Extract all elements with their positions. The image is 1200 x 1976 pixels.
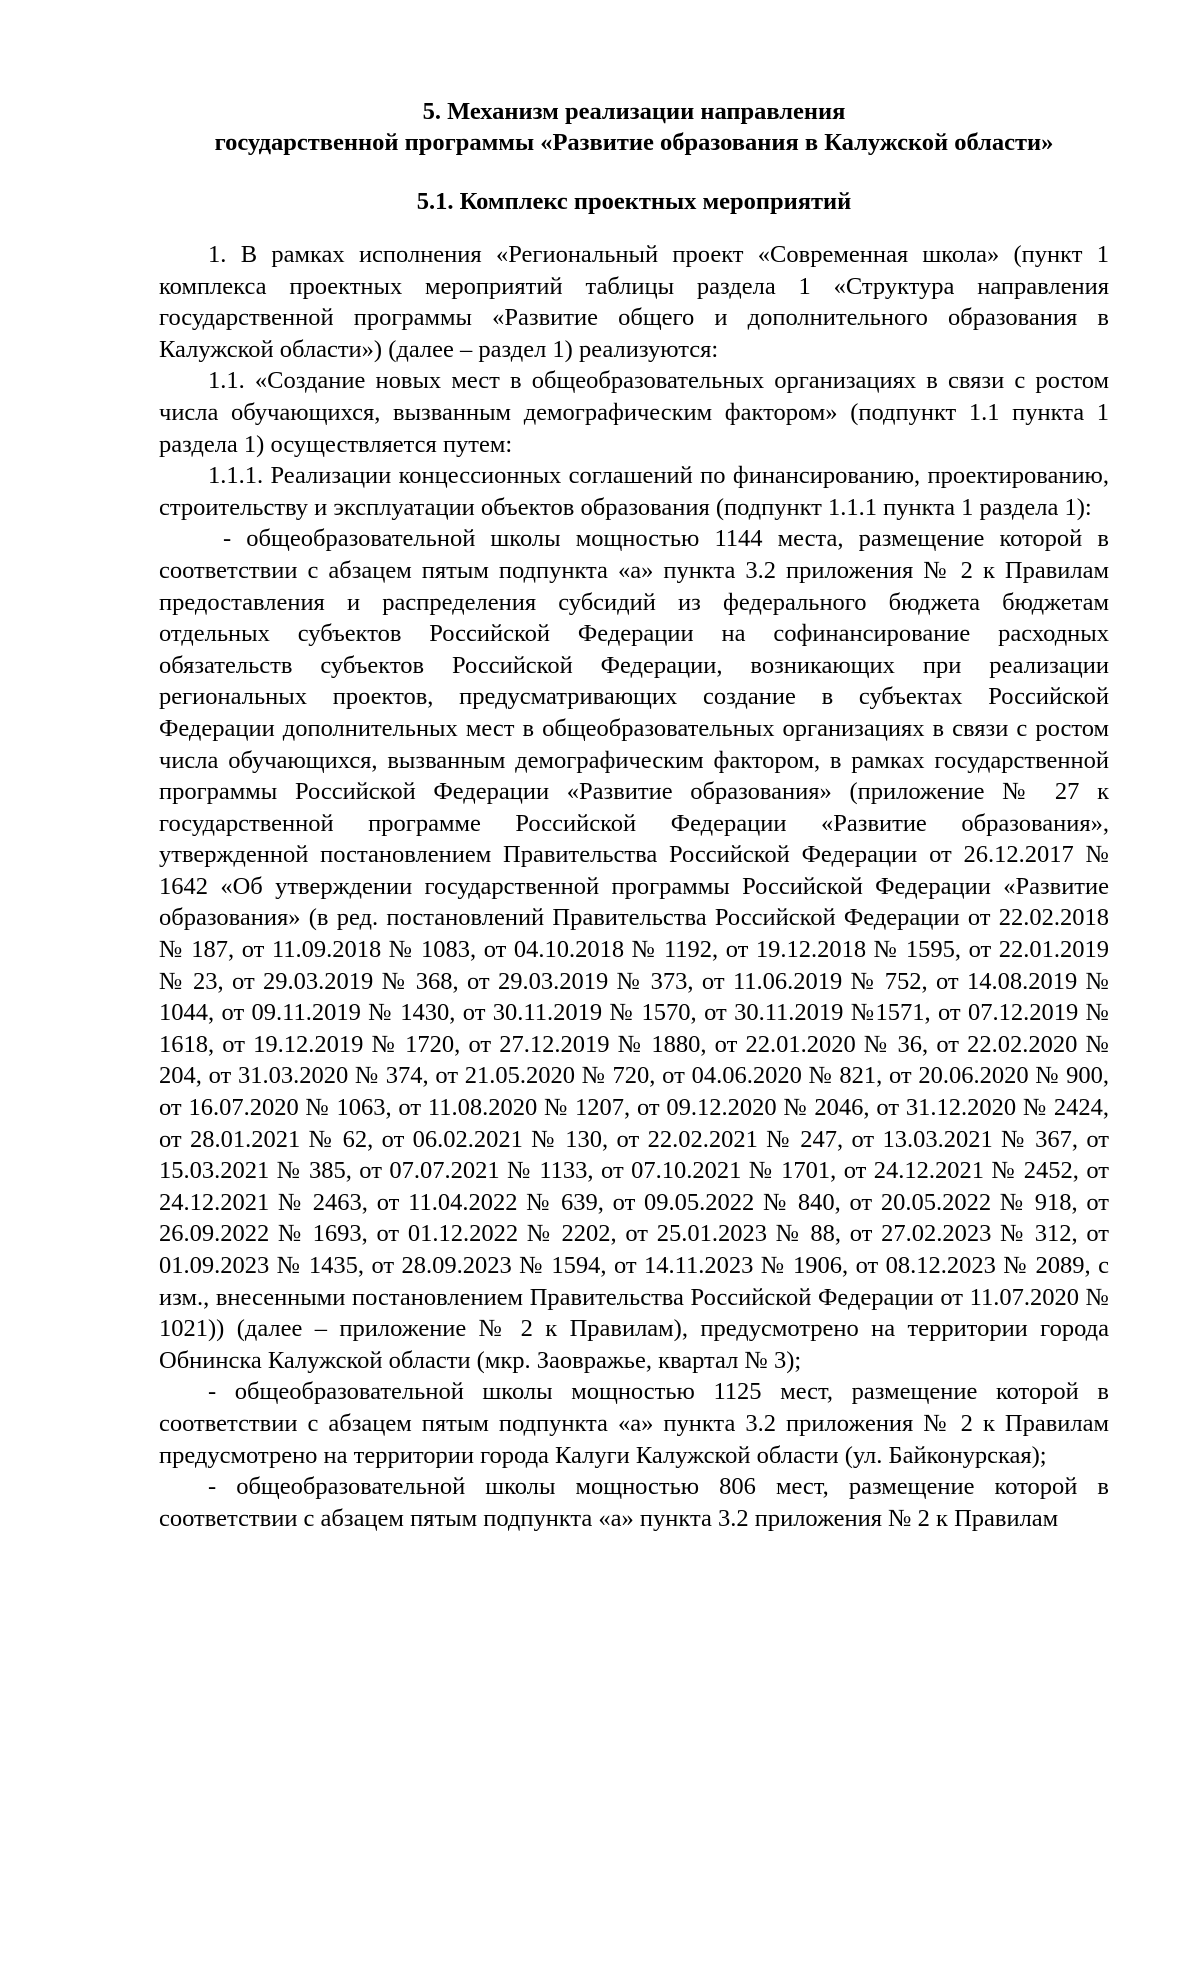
section-heading-line-1: 5. Механизм реализации направления <box>422 98 846 125</box>
list-item-school-806: - общеобразовательной школы мощностью 806 мест, размещение которой в соответствии с абзацем пятым подпункта «а» пункта 3.2 приложения № 2 к Правилам <box>159 1473 1109 1532</box>
section-heading-line-2: государственной программы «Развитие образования в Калужской области» <box>214 129 1054 156</box>
subsection-heading: 5.1. Комплекс проектных мероприятий <box>416 188 852 215</box>
paragraph-1-1-1: 1.1.1. Реализации концессионных соглашений по финансированию, проектированию, строительству и эксплуатации объектов образования (подпункт 1.1.1 пункта 1 раздела 1): <box>159 462 1109 521</box>
list-item-school-1144: - общеобразовательной школы мощностью 1144 места, размещение которой в соответствии с абзацем пятым подпункта «а» пункта 3.2 приложения № 2 к Правилам предоставления и распределения субсидий из федерального бюджета бюджетам отдельных субъектов Российской Федерации на софинансирование расходных обязательств субъектов Российской Федерации, возникающих при реализации региональных проектов, предусматривающих создание в субъектах Российской Федерации дополнительных мест в общеобразовательных организациях в связи с ростом числа обучающихся, вызванным демографическим фактором, в рамках государственной программы Российской Федерации «Развитие образования» (приложение № 27 к государственной программе Российской Федерации «Развитие образования», утвержденной постановлением Правительства Российской Федерации от 26.12.2017 № 1642 «Об утверждении государственной программы Российской Федерации «Развитие образования» (в ред. постановлений Правительства Российской Федерации от 22.02.2018 № 187, от 11.09.2018 № 1083, от 04.10.2018 № 1192, от 19.12.2018 № 1595, от 22.01.2019 № 23, от 29.03.2019 № 368, от 29.03.2019 № 373, от 11.06.2019 № 752, от 14.08.2019 № 1044, от 09.11.2019 № 1430, от 30.11.2019 № 1570, от 30.11.2019 №1571, от 07.12.2019 № 1618, от 19.12.2019 № 1720, от 27.12.2019 № 1880, от 22.01.2020 № 36, от 22.02.2020 № 204, от 31.03.2020 № 374, от 21.05.2020 № 720, от 04.06.2020 № 821, от 20.06.2020 № 900, от 16.07.2020 № 1063, от 11.08.2020 № 1207, от 09.12.2020 № 2046, от 31.12.2020 № 2424, от 28.01.2021 № 62, от 06.02.2021 № 130, от 22.02.2021 № 247, от 13.03.2021 № 367, от 15.03.2021 № 385, от 07.07.2021 № 1133, от 07.10.2021 № 1701, от 24.12.2021 № 2452, от 24.12.2021 № 2463, от 11.04.2022 № 639, от 09.05.2022 № 840, от 20.05.2022 № 918, от 26.09.2022 № 1693, от 01.12.2022 № 2202, от 25.01.2023 № 88, от 27.02.2023 № 312, от 01.09.2023 № 1435, от 28.09.2023 № 1594, от 14.11.2023 № 1906, от 08.12.2023 № 2089, с изм., внесенными постановлением Правительства Российской Федерации от 11.07.2020 № 1021)) (далее – приложение № 2 к Правилам), предусмотрено на территории города Обнинска Калужской области (мкр. Заовражье, квартал № 3); <box>159 525 1109 1374</box>
paragraph-1: 1. В рамках исполнения «Региональный проект «Современная школа» (пункт 1 комплекса проектных мероприятий таблицы раздела 1 «Структура направления государственной программы «Развитие общего и дополнительного образования в Калужской области») (далее – раздел 1) реализуются: <box>159 241 1109 363</box>
document-page <box>159 96 1109 1534</box>
paragraph-1-1: 1.1. «Создание новых мест в общеобразовательных организациях в связи с ростом числа обучающихся, вызванным демографическим фактором» (подпункт 1.1 пункта 1 раздела 1) осуществляется путем: <box>159 367 1109 458</box>
list-item-school-1125: - общеобразовательной школы мощностью 1125 мест, размещение которой в соответствии с абзацем пятым подпункта «а» пункта 3.2 приложения № 2 к Правилам предусмотрено на территории города Калуги Калужской области (ул. Байконурская); <box>159 1378 1109 1469</box>
